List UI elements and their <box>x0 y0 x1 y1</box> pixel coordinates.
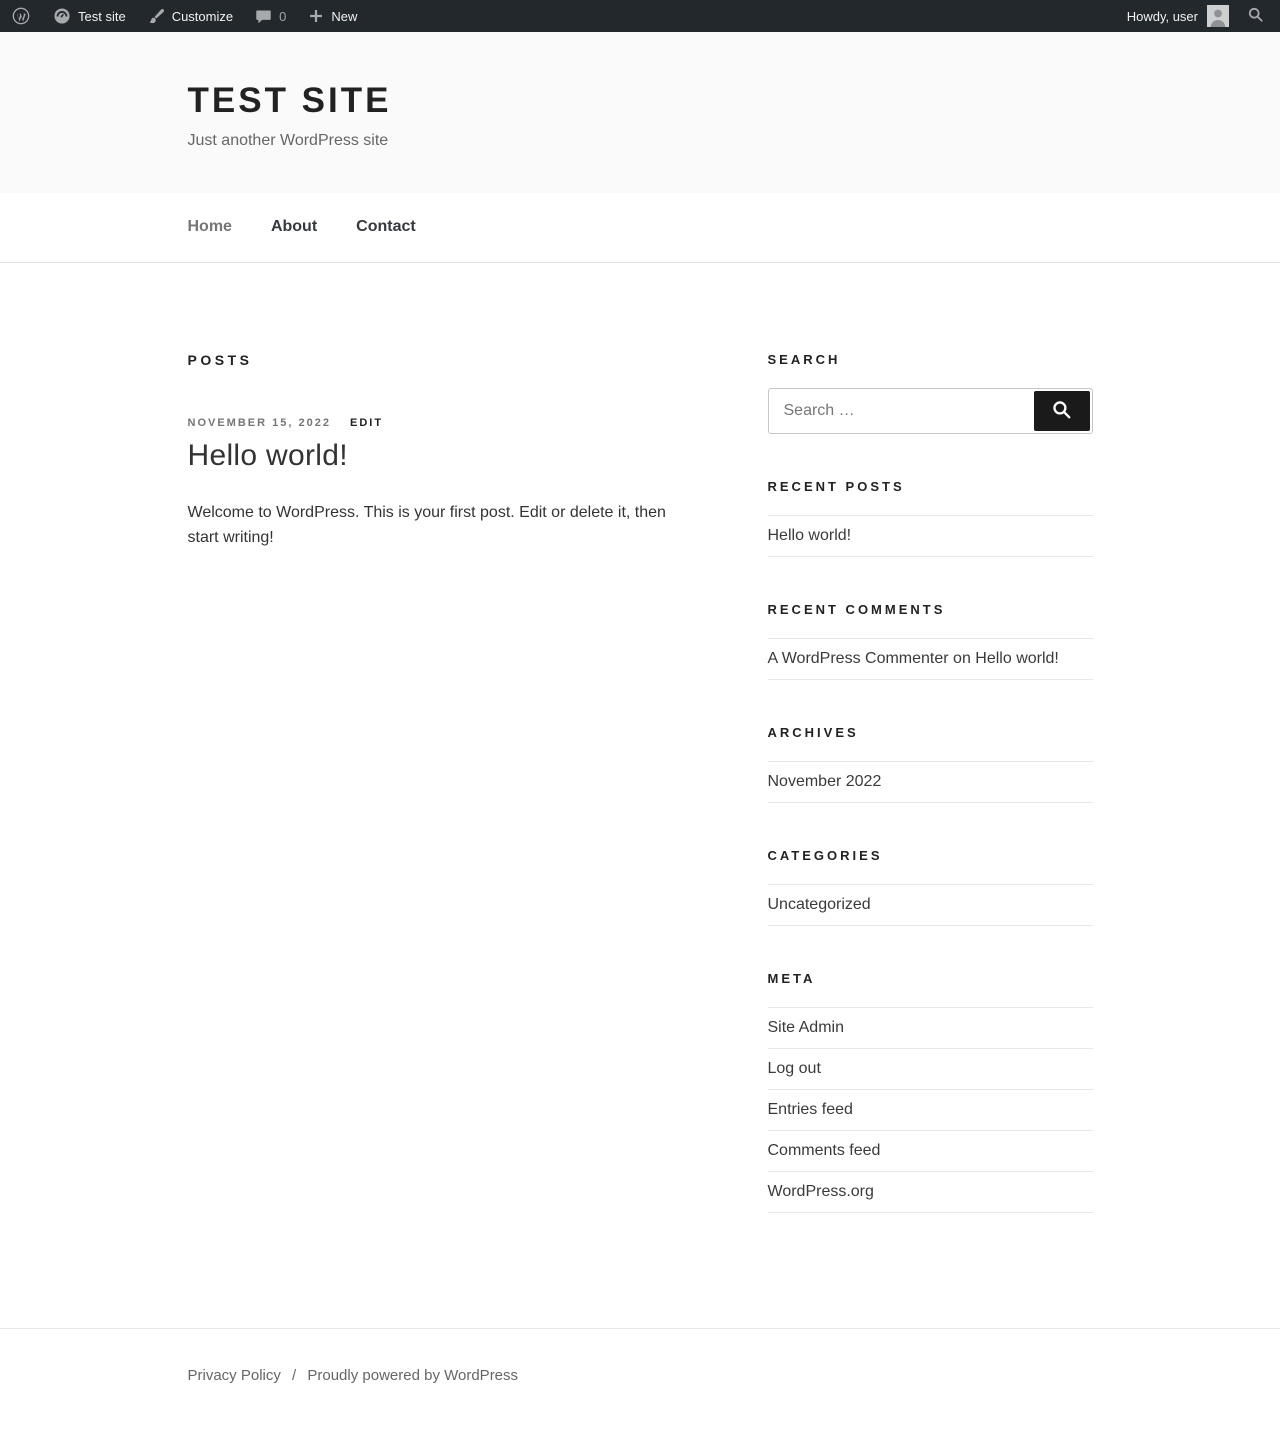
categories-item[interactable]: Uncategorized <box>768 885 1093 926</box>
admin-bar-new-label: New <box>331 8 358 24</box>
dashboard-gauge-icon <box>53 7 71 25</box>
page-title: POSTS <box>187 352 253 368</box>
nav-item-home[interactable]: Home <box>187 218 232 235</box>
widget-recent-comments <box>768 602 1093 680</box>
footer-separator: / <box>292 1367 297 1384</box>
search-icon <box>1247 6 1264 26</box>
site-header <box>0 32 1280 193</box>
wordpress-logo-menu[interactable] <box>0 0 42 32</box>
admin-bar <box>0 0 1280 32</box>
posts-column <box>188 352 688 1258</box>
post-edit-link[interactable]: EDIT <box>350 417 384 429</box>
widget-recent-posts <box>768 479 1093 557</box>
meta-item-log-out[interactable]: Log out <box>768 1049 1093 1090</box>
comment-bubble-icon <box>255 8 272 25</box>
search-submit-button[interactable] <box>1034 391 1090 431</box>
archives-title: ARCHIVES <box>767 725 859 740</box>
main-navigation <box>0 193 1280 263</box>
site-footer <box>0 1328 1280 1428</box>
wordpress-logo-icon <box>11 6 31 26</box>
meta-item-comments-feed[interactable]: Comments feed <box>768 1131 1093 1172</box>
post-title-link[interactable]: Hello world! <box>187 439 348 472</box>
recent-comments-item[interactable]: A WordPress Commenter on Hello world! <box>768 639 1093 680</box>
admin-bar-site-name[interactable] <box>42 0 137 32</box>
admin-bar-site-name-label: Test site <box>78 8 126 24</box>
categories-title: CATEGORIES <box>767 848 883 863</box>
post-meta <box>188 417 688 429</box>
admin-bar-customize-label: Customize <box>171 8 234 24</box>
post-article <box>188 417 688 551</box>
plus-icon <box>308 8 324 24</box>
widget-meta <box>768 971 1093 1213</box>
widget-archives <box>768 725 1093 803</box>
search-form <box>768 388 1093 434</box>
nav-item-contact[interactable]: Contact <box>356 218 416 235</box>
meta-item-wordpress-org[interactable]: WordPress.org <box>768 1172 1093 1213</box>
post-date-link[interactable]: NOVEMBER 15, 2022 <box>187 417 331 429</box>
nav-item-about[interactable]: About <box>270 218 318 235</box>
recent-posts-item[interactable]: Hello world! <box>768 516 1093 557</box>
admin-bar-account[interactable] <box>1117 0 1239 32</box>
recent-comments-title: RECENT COMMENTS <box>767 602 946 617</box>
privacy-policy-link[interactable]: Privacy Policy <box>187 1367 281 1384</box>
avatar <box>1207 5 1229 27</box>
widget-categories <box>768 848 1093 926</box>
site-title[interactable]: TEST SITE <box>187 81 392 120</box>
admin-bar-comments-count: 0 <box>279 8 287 24</box>
howdy-label: Howdy, user <box>1126 8 1198 24</box>
widget-search <box>768 352 1093 434</box>
sidebar <box>768 352 1093 1258</box>
meta-item-entries-feed[interactable]: Entries feed <box>768 1090 1093 1131</box>
powered-by-link[interactable]: Proudly powered by WordPress <box>307 1367 519 1384</box>
site-content <box>0 263 1280 1328</box>
paintbrush-icon <box>148 8 165 25</box>
admin-bar-search[interactable] <box>1239 0 1272 32</box>
archives-item[interactable]: November 2022 <box>768 762 1093 803</box>
search-widget-title: SEARCH <box>767 352 841 367</box>
post-body: Welcome to WordPress. This is your first post. Edit or delete it, then start writing! <box>187 504 666 546</box>
admin-bar-customize[interactable] <box>137 0 244 32</box>
meta-title: META <box>767 971 816 986</box>
admin-bar-new[interactable] <box>297 0 368 32</box>
admin-bar-comments[interactable] <box>244 0 297 32</box>
recent-posts-title: RECENT POSTS <box>767 479 905 494</box>
site-tagline: Just another WordPress site <box>187 132 389 149</box>
search-button-icon <box>1051 399 1072 423</box>
meta-item-site-admin[interactable]: Site Admin <box>768 1008 1093 1049</box>
